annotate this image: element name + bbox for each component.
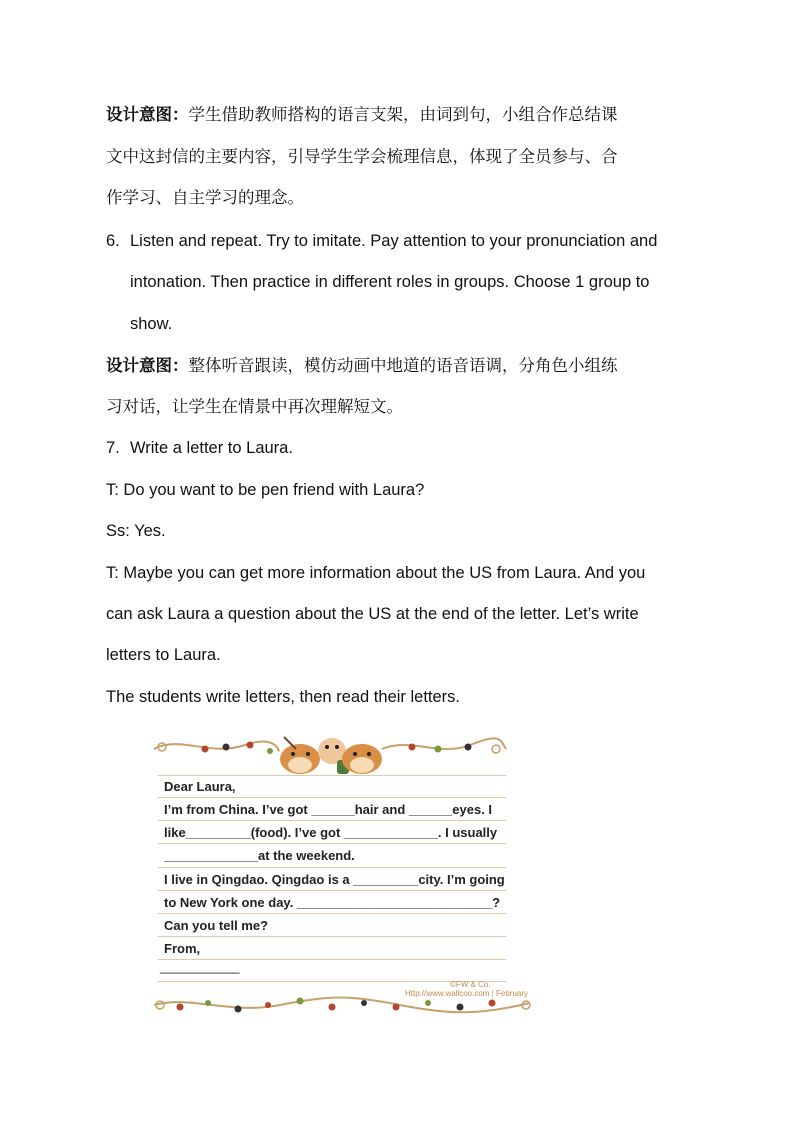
design-intent-text: 学生借助教师搭构的语言支架，由词到句，小组合作总结课: [188, 105, 618, 124]
step-6-line-3: show.: [130, 315, 173, 333]
letter-rule: [158, 890, 506, 891]
teacher-instruction-line-3: letters to Laura.: [106, 646, 221, 664]
design-intent-2-line-1: [106, 355, 618, 377]
step-text: Listen and repeat. Try to imitate. Pay attention to your pronunciation and: [130, 232, 658, 250]
letter-rule: [158, 843, 506, 844]
letter-template: [150, 727, 542, 1027]
teacher-instruction-line-2: can ask Laura a question about the US at the end of the letter. Let’s write: [106, 605, 639, 623]
step-6-line-2: intonation. Then practice in different roles in groups. Choose 1 group to: [130, 273, 650, 291]
design-intent-2-line-2: 习对话，让学生在情景中再次理解短文。: [106, 397, 403, 416]
letter-signature-blank: ___________: [160, 959, 240, 974]
letter-rule: [158, 820, 506, 821]
letter-rule: [158, 936, 506, 937]
letter-rule: [158, 913, 506, 914]
letter-line-6: Can you tell me?: [164, 918, 269, 933]
image-credit: ©FW & Co.: [450, 980, 491, 989]
teacher-question: T: Do you want to be pen friend with Laura?: [106, 481, 425, 499]
letter-line-4: I live in Qingdao. Qingdao is a _________city. I’m going: [164, 872, 505, 887]
design-intent-label: 设计意图：: [106, 105, 189, 124]
image-credit-url: Http://www.wallcoo.com | February: [405, 989, 529, 998]
letter-sign-off: From,: [164, 941, 201, 956]
bottom-vine-border: [150, 991, 542, 1025]
design-intent-1-line-2: 文中这封信的主要内容，引导学生学会梳理信息，体现了全员参与、合: [106, 147, 618, 166]
closing-sentence: The students write letters, then read their letters.: [106, 688, 461, 706]
letter-rule: [158, 867, 506, 868]
step-number: 7.: [106, 439, 120, 457]
design-intent-label: 设计意图：: [106, 356, 189, 375]
letter-line-5: to New York one day. ___________________________?: [164, 895, 501, 910]
design-intent-1-line-3: 作学习、自主学习的理念。: [106, 188, 304, 207]
design-intent-text: 整体听音跟读，模仿动画中地道的语音语调，分角色小组练: [188, 356, 618, 375]
letter-rule: [158, 775, 506, 776]
letter-line-2: like_________(food). I’ve got _____________. I usually: [164, 825, 498, 840]
letter-line-1: I’m from China. I’ve got ______hair and ______eyes. I: [164, 802, 493, 817]
design-intent-1-line-1: [106, 104, 618, 126]
hamster-illustration: [280, 737, 382, 774]
step-number: 6.: [106, 232, 120, 250]
teacher-instruction-line-1: T: Maybe you can get more information about the US from Laura. And you: [106, 564, 646, 582]
letter-rule: [158, 797, 506, 798]
students-answer: Ss: Yes.: [106, 522, 166, 540]
letter-line-3: _____________at the weekend.: [164, 848, 355, 863]
step-7-title: [106, 437, 293, 459]
step-6-line-1: [106, 230, 657, 252]
letter-greeting: Dear Laura,: [164, 779, 236, 794]
step-text: Write a letter to Laura.: [130, 439, 293, 457]
